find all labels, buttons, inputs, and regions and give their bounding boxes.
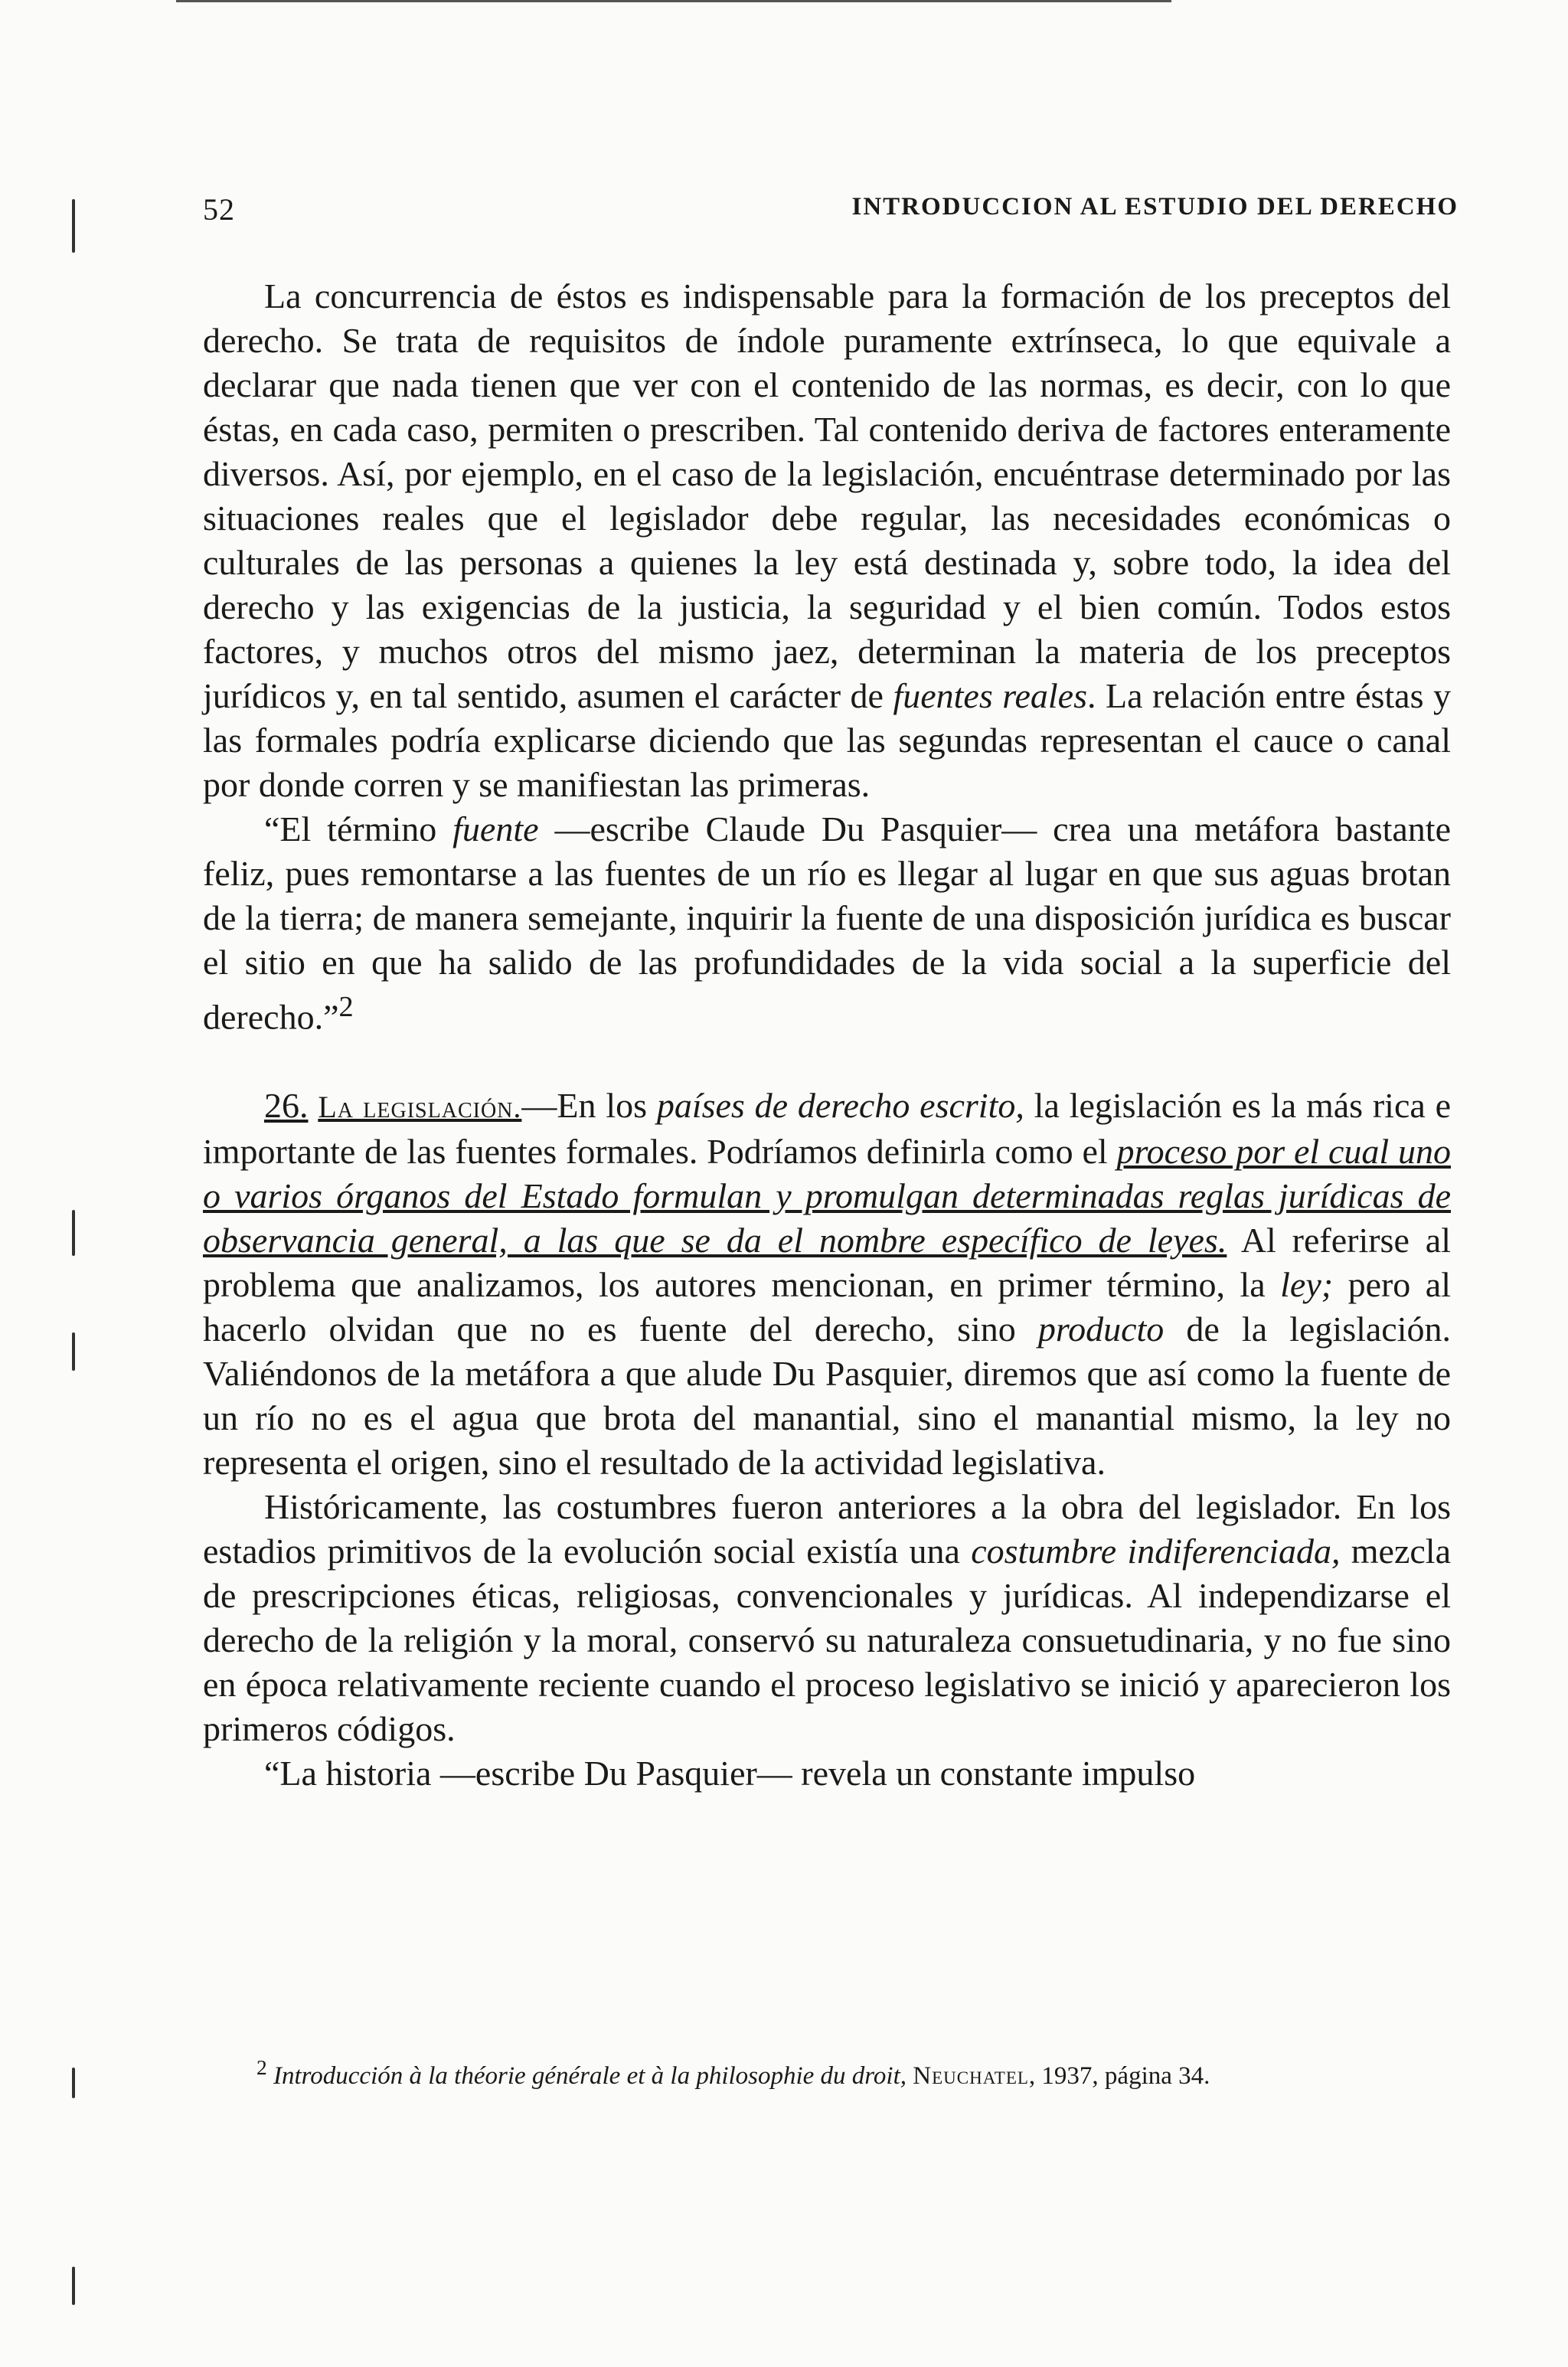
binding-mark bbox=[72, 1210, 75, 1256]
paragraph: La concurrencia de éstos es indispensable para la formación de los preceptos del derecho. Se trata de requisitos de índole puramente extrínseca, lo que equivale a declarar que nada tienen que ver con el contenido de las normas, es decir, con lo que éstas, en cada caso, permiten o prescriben. Tal contenido deriva de factores enteramente diversos. Así, por ejemplo, en el caso de la legislación, encuéntrase determinado por las situaciones reales que el legislador debe regular, las necesidades económicas o culturales de las personas a quienes la ley está destinada y, sobre todo, la idea del derecho y las exigencias de la justicia, la seguridad y el bien común. Todos estos factores, y muchos otros del mismo jaez, determinan la materia de los preceptos jurídicos y, en tal sentido, asumen el carácter de fuentes reales. La relación entre éstas y las formales podría explicarse diciendo que las segundas representan el cauce o canal por donde corren y se manifiestan las primeras. bbox=[203, 276, 1451, 804]
footnote-place: Neuchatel bbox=[913, 2062, 1029, 2090]
section-gap bbox=[203, 1039, 1451, 1084]
binding-mark bbox=[72, 2267, 75, 2305]
running-head bbox=[203, 191, 1459, 230]
italic-term: fuentes reales bbox=[893, 676, 1087, 715]
footnote-marker: 2 bbox=[256, 2055, 267, 2079]
paragraph: 26. La legislación.—En los países de derecho escrito, la legislación es la más rica e importante de las fuentes formales. Podríamos definirla como el proceso por el cual uno o varios órganos del Estado formulan y promulgan determinadas reglas jurídicas de observancia general, a las que se da el nombre específico de leyes. Al referirse al problema que analizamos, los autores mencionan, en primer término, la ley; pero al hacerlo olvidan que no es fuente del derecho, sino producto de la legislación. Valiéndonos de la metáfora a que alude Du Pasquier, diremos que así como la fuente de un río no es el agua que brota del manantial, sino el manantial mismo, la ley no representa el origen, sino el resultado de la actividad legislativa. bbox=[203, 1086, 1452, 1483]
page-number: 52 bbox=[203, 192, 235, 227]
footnote-rest: , 1937, página 34. bbox=[1028, 2062, 1210, 2090]
definition-text: proceso por el cual uno o varios órganos del Estado formulan y promulgan determinadas reglas jurídicas de observancia general, a las que se da el nombre específico de leyes. bbox=[203, 1132, 1451, 1260]
footnote-reference: 2 bbox=[338, 991, 354, 1023]
binding-mark bbox=[72, 1332, 75, 1371]
paragraph: “La historia —escribe Du Pasquier— revela un constante impulso bbox=[264, 1754, 1196, 1793]
footnote bbox=[203, 2052, 1451, 2091]
footnote-title: Introducción à la théorie générale et à la philosophie du droit, bbox=[273, 2062, 907, 2090]
italic-term: fuente bbox=[452, 809, 539, 848]
paragraph: Históricamente, las costumbres fueron anteriores a la obra del legislador. En los estadios primitivos de la evolución social existía una costumbre indiferenciada, mezcla de prescripciones éticas, religiosas, convencionales y jurídicas. Al independizarse el derecho de la religión y la moral, conservó su naturaleza consuetudinaria, y no fue sino en época relativamente reciente cuando el proceso legislativo se inició y aparecieron los primeros códigos. bbox=[203, 1487, 1451, 1749]
paragraph: “El término fuente —escribe Claude Du Pasquier— crea una metáfora bastante feliz, pues remontarse a las fuentes de un río es llegar al lugar en que sus aguas brotan de la tierra; de manera semejante, inquirir la fuente de una disposición jurídica es buscar el sitio en que ha salido de las profundidades de la vida social a la superficie del derecho.”$^2$ bbox=[203, 809, 1451, 1037]
section-number: 26. bbox=[264, 1086, 309, 1126]
section-title: La legislación. bbox=[318, 1090, 522, 1125]
body-text bbox=[203, 274, 1451, 1796]
top-edge-rule bbox=[176, 0, 1171, 2]
running-title: INTRODUCCION AL ESTUDIO DEL DERECHO bbox=[851, 193, 1459, 221]
binding-mark bbox=[72, 2068, 75, 2098]
binding-mark bbox=[72, 199, 75, 253]
